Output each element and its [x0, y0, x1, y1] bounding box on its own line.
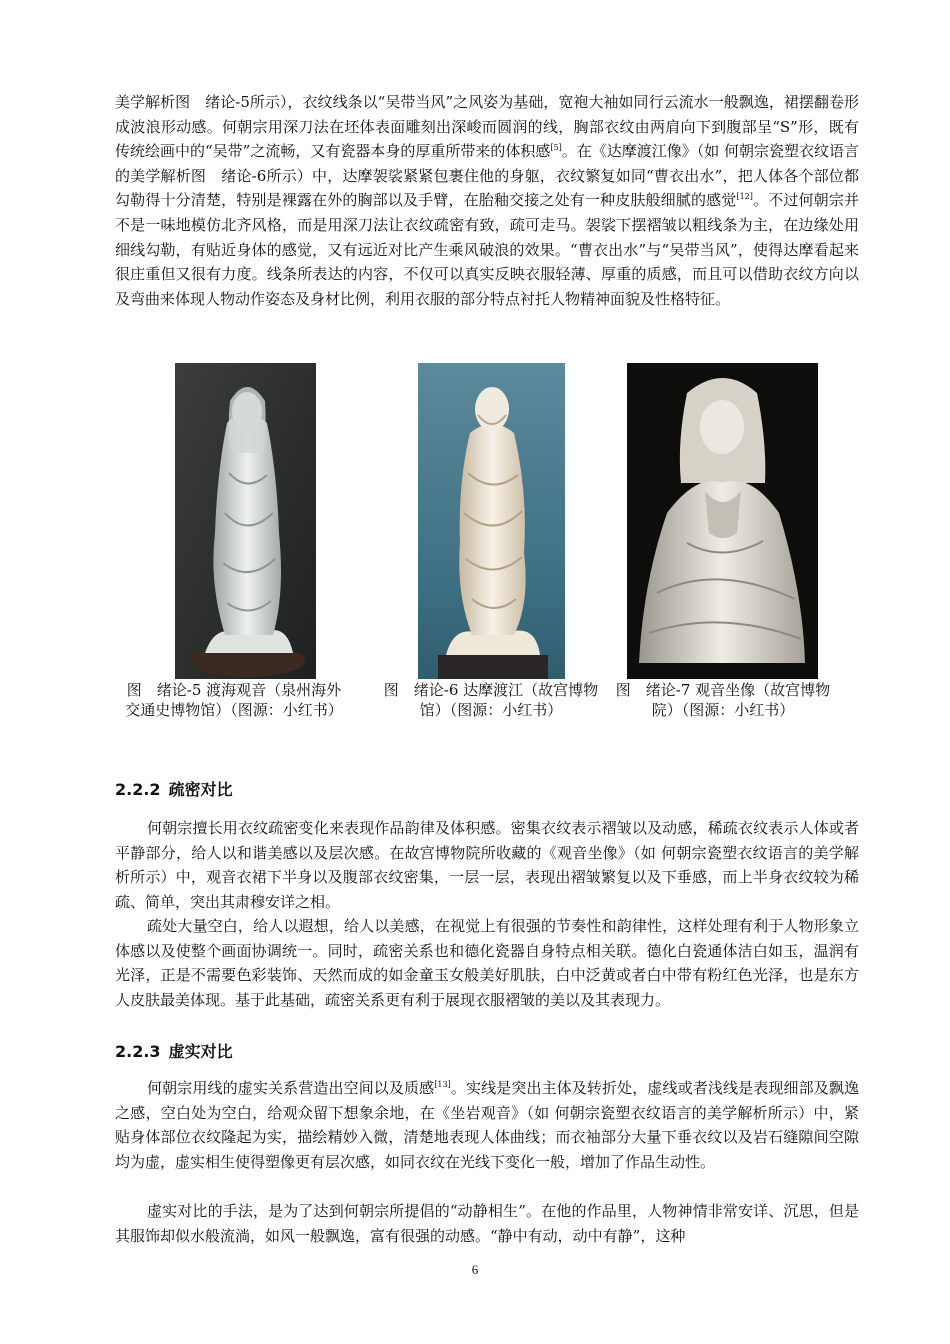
section-heading-2-2-2: [115, 778, 233, 802]
statue-image: [175, 363, 316, 679]
figure-photo-guanyin-crossing-sea: [175, 363, 316, 679]
figure-caption: 图 绪论-7 观音坐像（故宫博物院）（图源：小红书）: [615, 681, 831, 719]
section-title: 虚实对比: [168, 1042, 233, 1061]
figure-photo-seated-guanyin: [627, 363, 818, 679]
paragraph-void-solid-2: 虚实对比的手法，是为了达到何朝宗所提倡的“动静相生”。在他的作品里，人物神情非常安详、沉思，但是其服饰却似水般流淌，如风一般飘逸，富有很强的动感。“静中有动，动中有静”，这种: [115, 1202, 859, 1245]
paragraph-text: 何朝宗用线的虚实关系营造出空间以及质感: [147, 1079, 435, 1097]
figure-caption: 图 绪论-6 达摩渡江（故宫博物馆）（图源：小红书）: [383, 681, 599, 719]
citation-ref: [5]: [550, 143, 562, 153]
paragraph-void-solid-1: [115, 1076, 859, 1174]
paragraph-text: 美学解析图 绪论-5所示），衣纹线条以“吴带当风”之风姿为基础，宽袍大袖如同行云流水一般飘逸，裙摆翻卷形成波浪形动感。何朝宗用深刀法在坯体表面雕刻出深峻而圆润的线，胸部衣纹由两肩向下到腹部呈“S”形，既有传统绘画中的“吴带”之流畅，又有瓷器本身的厚重所带来的体积感: [115, 93, 859, 161]
citation-ref: [12]: [736, 192, 753, 202]
paragraph-text: 。在《达摩渡江像》（如 何朝宗瓷塑衣纹语言的美学解析图 绪论-6所示）中，达摩袈裟紧紧包裹住他的身躯，衣纹繁复如同“曹衣出水”，把人体各个部位都勾勒得十分清楚，特别是裸露在外的胸部以及手臂，在胎釉交接之处有一种皮肤般细腻的感觉: [115, 142, 859, 210]
figure-photo-bodhidharma-crossing-river: [418, 363, 565, 679]
citation-ref: [13]: [434, 1080, 451, 1089]
paragraph-text: 。不过何朝宗并不是一味地模仿北齐风格，而是用深刀法让衣纹疏密有致，疏可走马。袈裟下摆褶皱以粗线条为主，在边缘处用细线勾勒，有贴近身体的感觉，又有远近对比产生乘风破浪的效果。“曹衣出水”与“吴带当风”，使得达摩看起来很庄重但又很有力度。线条所表达的内容，不仅可以真实反映衣服轻薄、厚重的质感，而且可以借助衣纹方向以及弯曲来体现人物动作姿态及身材比例，利用衣服的部分特点衬托人物精神面貌及性格特征。: [115, 191, 859, 308]
statue-image: [627, 363, 818, 679]
statue-image: [418, 363, 565, 679]
figure-caption: 图 绪论-5 渡海观音（泉州海外交通史博物馆）（图源：小红书）: [125, 681, 343, 719]
paragraph-density-1: 何朝宗擅长用衣纹疏密变化来表现作品韵律及体积感。密集衣纹表示褶皱以及动感，稀疏衣纹表示人体或者平静部分，给人以和谐美感以及层次感。在故宫博物院所收藏的《观音坐像》（如 何朝宗瓷塑衣纹语言的美学解析所示）中，观音衣裙下半身以及腹部衣纹密集，一层一层，表现出褶皱繁复以及下垂感，而上半身衣纹较为稀疏、简单，突出其肃穆安详之相。: [115, 819, 859, 911]
paragraph-density-2: 疏处大量空白，给人以遐想，给人以美感，在视觉上有很强的节奏性和韵律性，这样处理有利于人物形象立体感以及使整个画面协调统一。同时，疏密关系也和德化瓷器自身特点相关联。德化白瓷通体洁白如玉，温润有光泽，正是不需要色彩装饰、天然而成的如金童玉女般美好肌肤，白中泛黄或者白中带有粉红色光泽，也是东方人皮肤最美体现。基于此基础，疏密关系更有利于展现衣服褶皱的美以及其表现力。: [115, 917, 859, 1009]
page-number: 6: [471, 1262, 479, 1277]
paragraph-intro: [115, 90, 859, 311]
section-number: 2.2.3: [115, 1042, 161, 1061]
section-number: 2.2.2: [115, 780, 161, 799]
section-heading-2-2-3: [115, 1040, 233, 1064]
paragraph-text: 。实线是突出主体及转折处，虚线或者浅线是表现细部及飘逸之感，空白处为空白，给观众留下想象余地，在《坐岩观音》（如 何朝宗瓷塑衣纹语言的美学解析所示）中，紧贴身体部位衣纹隆起为实，描绘精妙入微，清楚地表现人体曲线；而衣袖部分大量下垂衣纹以及岩石缝隙间空隙均为虚，虚实相生使得塑像更有层次感，如同衣纹在光线下变化一般，增加了作品生动性。: [115, 1079, 859, 1171]
section-title: 疏密对比: [168, 780, 233, 799]
